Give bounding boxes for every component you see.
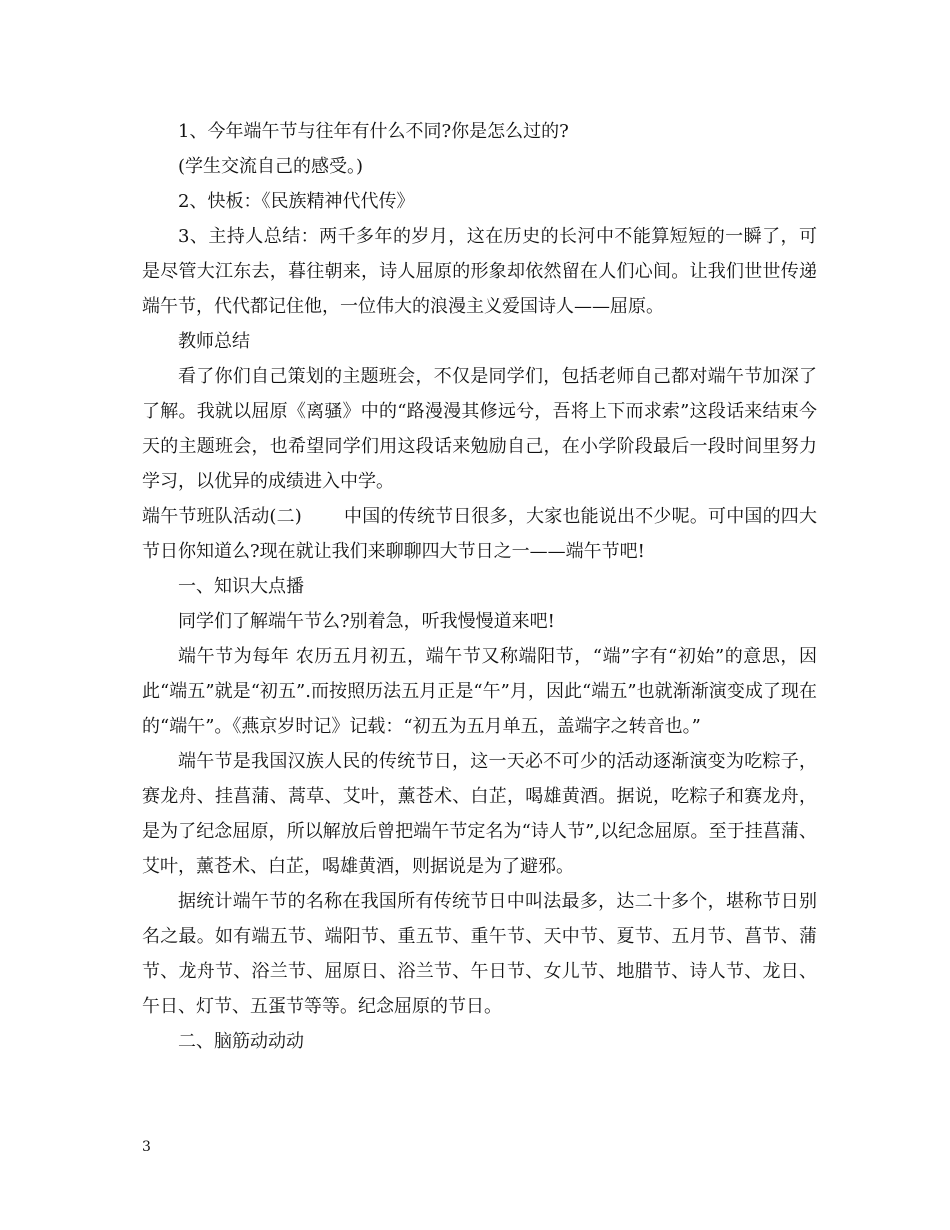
knowledge-intro: 同学们了解端午节么?别着急，听我慢慢道来吧! (178, 611, 555, 632)
section-title: 端午节班队活动(二) (142, 506, 302, 527)
body-text (142, 114, 817, 1059)
question-1: 1、今年端午节与往年有什么不同?你是怎么过的? (178, 121, 569, 142)
heading-knowledge: 一、知识大点播 (178, 576, 304, 597)
teacher-summary: 看了你们自己策划的主题班会，不仅是同学们，包括老师自己都对端午节加深了了解。我就以屈原《离骚》中的“路漫漫其修远兮，吾将上下而求索”这段话来结束今天的主题班会，也希望同学们用这段话来勉励自己，在小学阶段最后一段时间里努力学习，以优异的成绩进入中学。 (142, 366, 817, 492)
student-note: (学生交流自己的感受。) (178, 156, 364, 177)
teacher-summary-heading: 教师总结 (178, 331, 250, 352)
item-2-kuaiban: 2、快板：《民族精神代代传》 (178, 191, 415, 212)
host-summary: 3、主持人总结：两千多年的岁月，这在历史的长河中不能算短短的一瞬了，可是尽管大江东去，暮往朝来，诗人屈原的形象却依然留在人们心间。让我们世世传递端午节，代代都记住他，一位伟大的浪漫主义爱国诗人——屈原。 (142, 226, 817, 317)
page-number: 3 (142, 1139, 151, 1155)
heading-brain-teaser: 二、脑筋动动动 (178, 1031, 304, 1052)
origin-paragraph: 端午节为每年 农历五月初五，端午节又称端阳节，“端”字有“初始”的意思，因此“端五”就是“初五”.而按照历法五月正是“午”月，因此“端五”也就渐渐演变成了现在的“端午”。《燕京岁时记》记载：“初五为五月单五，盖端字之转音也。” (142, 646, 817, 737)
names-paragraph: 据统计端午节的名称在我国所有传统节日中叫法最多，达二十多个，堪称节日别名之最。如有端五节、端阳节、重五节、重午节、天中节、夏节、五月节、菖节、蒲节、龙舟节、浴兰节、屈原日、浴兰节、午日节、女儿节、地腊节、诗人节、龙日、午日、灯节、五蛋节等等。纪念屈原的节日。 (142, 891, 817, 1017)
customs-paragraph: 端午节是我国汉族人民的传统节日，这一天必不可少的活动逐渐演变为吃粽子，赛龙舟、挂菖蒲、蒿草、艾叶，薰苍术、白芷，喝雄黄酒。据说，吃粽子和赛龙舟，是为了纪念屈原，所以解放后曾把端午节定名为“诗人节”,以纪念屈原。至于挂菖蒲、艾叶，薰苍术、白芷，喝雄黄酒，则据说是为了避邪。 (142, 751, 817, 877)
section-intro: 中国的传统节日很多，大家也能说出不少呢。可中国的四大节日你知道么?现在就让我们来聊聊四大节日之一——端午节吧! (142, 506, 818, 562)
section-two-paragraph (142, 499, 817, 569)
